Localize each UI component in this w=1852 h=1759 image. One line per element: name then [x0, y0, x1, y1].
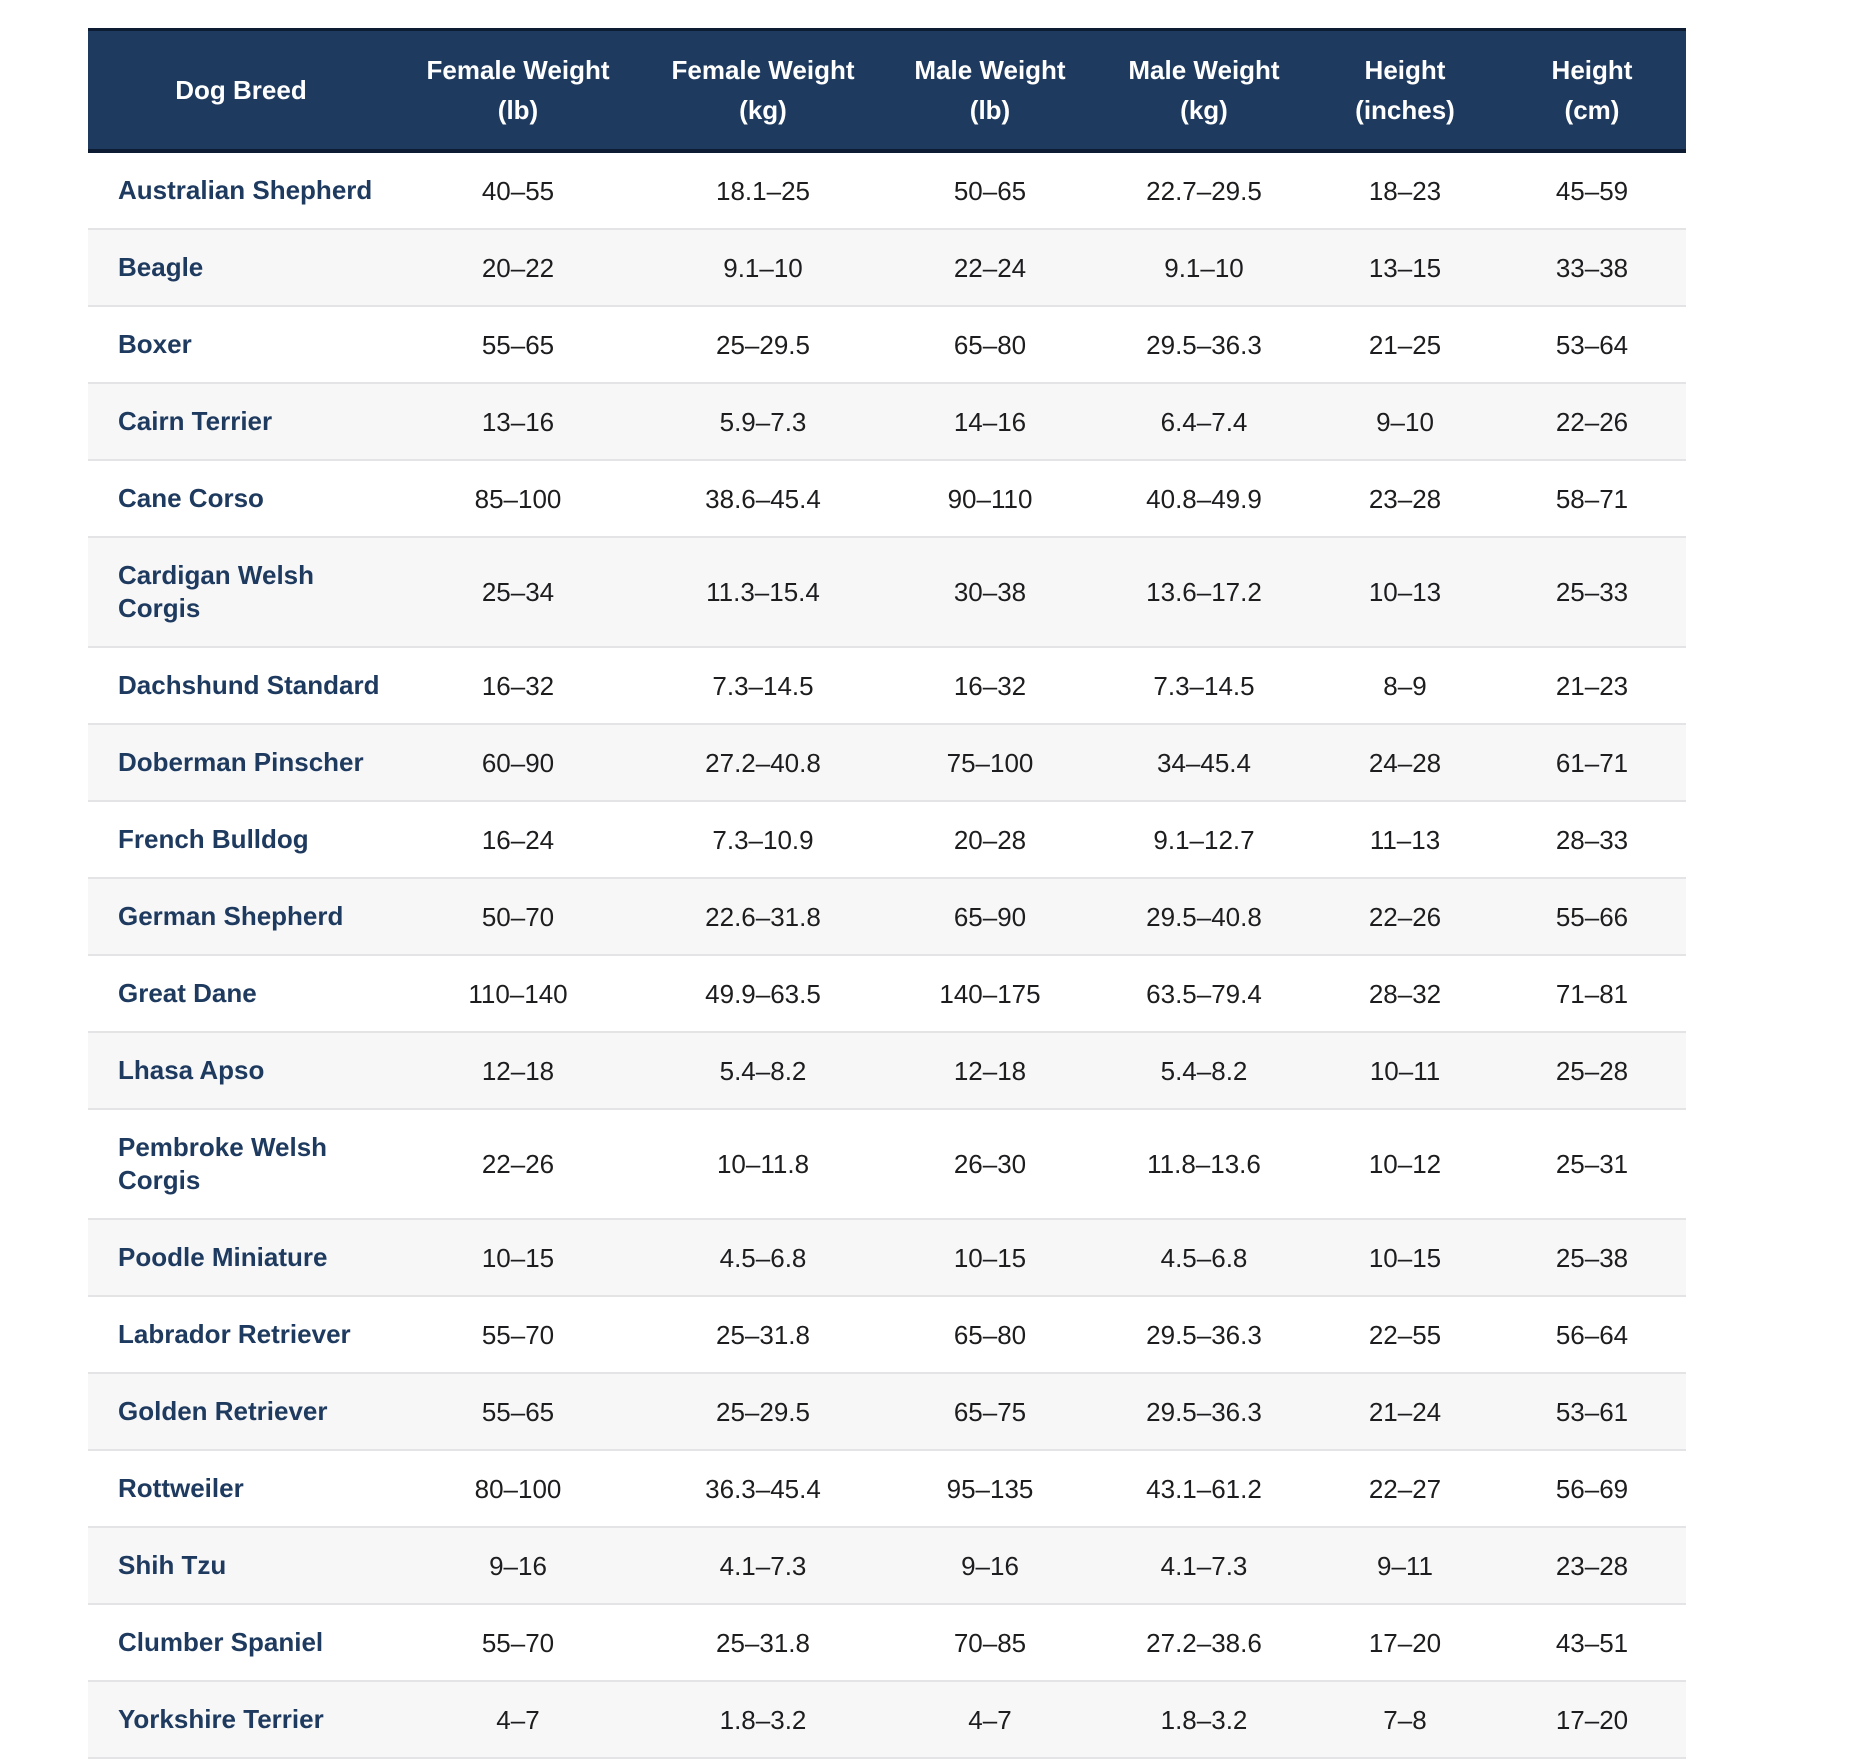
table-row	[88, 460, 1686, 537]
value-cell: 50–70	[394, 878, 642, 955]
value-cell: 85–100	[394, 460, 642, 537]
table-body	[88, 151, 1686, 1758]
value-cell: 56–69	[1498, 1450, 1686, 1527]
value-cell: 30–38	[884, 537, 1096, 647]
value-cell: 10–11	[1312, 1032, 1498, 1109]
value-cell: 25–31.8	[642, 1296, 884, 1373]
value-cell: 43.1–61.2	[1096, 1450, 1312, 1527]
value-cell: 36.3–45.4	[642, 1450, 884, 1527]
breed-name: Great Dane	[118, 978, 257, 1008]
value-cell: 10–15	[884, 1219, 1096, 1296]
value-cell: 9.1–10	[1096, 229, 1312, 306]
value-cell: 34–45.4	[1096, 724, 1312, 801]
value-cell: 9.1–12.7	[1096, 801, 1312, 878]
value-cell: 27.2–38.6	[1096, 1604, 1312, 1681]
value-cell: 4–7	[884, 1681, 1096, 1758]
value-cell: 53–61	[1498, 1373, 1686, 1450]
value-cell: 55–66	[1498, 878, 1686, 955]
breed-name: Dachshund Standard	[118, 670, 380, 700]
value-cell: 60–90	[394, 724, 642, 801]
value-cell: 7.3–14.5	[642, 647, 884, 724]
breed-name: Cairn Terrier	[118, 406, 273, 436]
breed-cell	[88, 383, 394, 460]
value-cell: 16–32	[884, 647, 1096, 724]
header-row	[88, 30, 1686, 152]
value-cell: 20–22	[394, 229, 642, 306]
column-header-line2: (kg)	[739, 95, 787, 125]
breed-cell	[88, 537, 394, 647]
value-cell: 17–20	[1498, 1681, 1686, 1758]
column-header-line2: (kg)	[1180, 95, 1228, 125]
value-cell: 10–13	[1312, 537, 1498, 647]
column-header	[884, 30, 1096, 152]
value-cell: 13.6–17.2	[1096, 537, 1312, 647]
column-header	[1312, 30, 1498, 152]
table-row	[88, 1450, 1686, 1527]
value-cell: 22–27	[1312, 1450, 1498, 1527]
value-cell: 21–23	[1498, 647, 1686, 724]
breed-name: Poodle Miniature	[118, 1242, 328, 1272]
value-cell: 45–59	[1498, 151, 1686, 229]
value-cell: 12–18	[884, 1032, 1096, 1109]
breed-cell	[88, 1296, 394, 1373]
value-cell: 25–34	[394, 537, 642, 647]
value-cell: 27.2–40.8	[642, 724, 884, 801]
table-row	[88, 647, 1686, 724]
column-header-line1: Female Weight	[671, 55, 855, 85]
value-cell: 5.4–8.2	[642, 1032, 884, 1109]
table-row	[88, 724, 1686, 801]
value-cell: 16–32	[394, 647, 642, 724]
value-cell: 80–100	[394, 1450, 642, 1527]
value-cell: 65–90	[884, 878, 1096, 955]
value-cell: 6.4–7.4	[1096, 383, 1312, 460]
breed-cell	[88, 801, 394, 878]
value-cell: 10–12	[1312, 1109, 1498, 1219]
value-cell: 25–38	[1498, 1219, 1686, 1296]
value-cell: 13–15	[1312, 229, 1498, 306]
value-cell: 38.6–45.4	[642, 460, 884, 537]
value-cell: 110–140	[394, 955, 642, 1032]
value-cell: 14–16	[884, 383, 1096, 460]
value-cell: 4.1–7.3	[642, 1527, 884, 1604]
value-cell: 29.5–36.3	[1096, 1373, 1312, 1450]
value-cell: 25–33	[1498, 537, 1686, 647]
breed-name: Shih Tzu	[118, 1550, 227, 1580]
breed-cell	[88, 878, 394, 955]
table-row	[88, 1296, 1686, 1373]
dog-size-table	[88, 28, 1686, 1759]
value-cell: 9–16	[884, 1527, 1096, 1604]
value-cell: 22–24	[884, 229, 1096, 306]
value-cell: 10–15	[1312, 1219, 1498, 1296]
value-cell: 75–100	[884, 724, 1096, 801]
breed-cell	[88, 1450, 394, 1527]
value-cell: 28–32	[1312, 955, 1498, 1032]
value-cell: 40.8–49.9	[1096, 460, 1312, 537]
column-header-line1: Female Weight	[426, 55, 610, 85]
table-row	[88, 1219, 1686, 1296]
value-cell: 9–10	[1312, 383, 1498, 460]
table-row	[88, 1373, 1686, 1450]
breed-cell	[88, 1604, 394, 1681]
table-row	[88, 229, 1686, 306]
breed-cell	[88, 724, 394, 801]
value-cell: 24–28	[1312, 724, 1498, 801]
value-cell: 9.1–10	[642, 229, 884, 306]
table-row	[88, 955, 1686, 1032]
breed-cell	[88, 1219, 394, 1296]
breed-name: Doberman Pinscher	[118, 747, 364, 777]
value-cell: 25–28	[1498, 1032, 1686, 1109]
value-cell: 50–65	[884, 151, 1096, 229]
value-cell: 16–24	[394, 801, 642, 878]
breed-name: Yorkshire Terrier	[118, 1704, 324, 1734]
value-cell: 21–24	[1312, 1373, 1498, 1450]
value-cell: 7.3–14.5	[1096, 647, 1312, 724]
value-cell: 55–65	[394, 306, 642, 383]
value-cell: 22–55	[1312, 1296, 1498, 1373]
value-cell: 95–135	[884, 1450, 1096, 1527]
value-cell: 65–75	[884, 1373, 1096, 1450]
breed-cell	[88, 1109, 394, 1219]
table-row	[88, 801, 1686, 878]
value-cell: 90–110	[884, 460, 1096, 537]
column-header-line1: Male Weight	[914, 55, 1066, 85]
value-cell: 4.5–6.8	[642, 1219, 884, 1296]
column-header	[394, 30, 642, 152]
value-cell: 25–29.5	[642, 306, 884, 383]
value-cell: 56–64	[1498, 1296, 1686, 1373]
value-cell: 26–30	[884, 1109, 1096, 1219]
table-row	[88, 1681, 1686, 1758]
breed-cell	[88, 647, 394, 724]
column-header-line2: (lb)	[497, 95, 539, 125]
value-cell: 33–38	[1498, 229, 1686, 306]
value-cell: 53–64	[1498, 306, 1686, 383]
value-cell: 71–81	[1498, 955, 1686, 1032]
value-cell: 18.1–25	[642, 151, 884, 229]
table-row	[88, 537, 1686, 647]
breed-name: Labrador Retriever	[118, 1319, 351, 1349]
breed-name: Australian Shepherd	[118, 175, 373, 205]
breed-cell	[88, 460, 394, 537]
table-row	[88, 306, 1686, 383]
value-cell: 11.8–13.6	[1096, 1109, 1312, 1219]
value-cell: 29.5–36.3	[1096, 1296, 1312, 1373]
value-cell: 22–26	[1498, 383, 1686, 460]
value-cell: 18–23	[1312, 151, 1498, 229]
value-cell: 13–16	[394, 383, 642, 460]
value-cell: 7.3–10.9	[642, 801, 884, 878]
column-header	[88, 30, 394, 152]
breed-name: Lhasa Apso	[118, 1055, 265, 1085]
breed-cell	[88, 151, 394, 229]
column-header-line1: Dog Breed	[175, 75, 307, 105]
value-cell: 1.8–3.2	[1096, 1681, 1312, 1758]
value-cell: 55–70	[394, 1604, 642, 1681]
value-cell: 10–11.8	[642, 1109, 884, 1219]
column-header-line2: (inches)	[1355, 95, 1455, 125]
value-cell: 4.5–6.8	[1096, 1219, 1312, 1296]
value-cell: 22.6–31.8	[642, 878, 884, 955]
value-cell: 11.3–15.4	[642, 537, 884, 647]
value-cell: 17–20	[1312, 1604, 1498, 1681]
value-cell: 22–26	[394, 1109, 642, 1219]
breed-name: Cardigan Welsh Corgis	[118, 560, 315, 623]
value-cell: 25–29.5	[642, 1373, 884, 1450]
column-header-line1: Height	[1364, 55, 1446, 85]
breed-cell	[88, 306, 394, 383]
table-header	[88, 30, 1686, 152]
value-cell: 140–175	[884, 955, 1096, 1032]
value-cell: 55–65	[394, 1373, 642, 1450]
value-cell: 4–7	[394, 1681, 642, 1758]
breed-name: Clumber Spaniel	[118, 1627, 324, 1657]
value-cell: 43–51	[1498, 1604, 1686, 1681]
value-cell: 20–28	[884, 801, 1096, 878]
table-row	[88, 1032, 1686, 1109]
value-cell: 5.4–8.2	[1096, 1032, 1312, 1109]
value-cell: 5.9–7.3	[642, 383, 884, 460]
table-row	[88, 151, 1686, 229]
breed-name: Boxer	[118, 329, 192, 359]
value-cell: 65–80	[884, 306, 1096, 383]
value-cell: 40–55	[394, 151, 642, 229]
breed-name: Rottweiler	[118, 1473, 244, 1503]
value-cell: 61–71	[1498, 724, 1686, 801]
breed-cell	[88, 1032, 394, 1109]
value-cell: 10–15	[394, 1219, 642, 1296]
value-cell: 11–13	[1312, 801, 1498, 878]
table-row	[88, 383, 1686, 460]
value-cell: 63.5–79.4	[1096, 955, 1312, 1032]
value-cell: 8–9	[1312, 647, 1498, 724]
table-row	[88, 1604, 1686, 1681]
value-cell: 70–85	[884, 1604, 1096, 1681]
value-cell: 22.7–29.5	[1096, 151, 1312, 229]
value-cell: 28–33	[1498, 801, 1686, 878]
breed-name: Beagle	[118, 252, 204, 282]
breed-name: French Bulldog	[118, 824, 309, 854]
value-cell: 4.1–7.3	[1096, 1527, 1312, 1604]
value-cell: 58–71	[1498, 460, 1686, 537]
value-cell: 29.5–40.8	[1096, 878, 1312, 955]
table-row	[88, 878, 1686, 955]
column-header	[1096, 30, 1312, 152]
value-cell: 21–25	[1312, 306, 1498, 383]
value-cell: 25–31.8	[642, 1604, 884, 1681]
breed-cell	[88, 1373, 394, 1450]
value-cell: 49.9–63.5	[642, 955, 884, 1032]
table-row	[88, 1109, 1686, 1219]
value-cell: 23–28	[1312, 460, 1498, 537]
value-cell: 1.8–3.2	[642, 1681, 884, 1758]
value-cell: 55–70	[394, 1296, 642, 1373]
breed-cell	[88, 229, 394, 306]
value-cell: 23–28	[1498, 1527, 1686, 1604]
column-header	[642, 30, 884, 152]
value-cell: 7–8	[1312, 1681, 1498, 1758]
breed-cell	[88, 955, 394, 1032]
breed-name: German Shepherd	[118, 901, 344, 931]
breed-name: Pembroke Welsh Corgis	[118, 1132, 328, 1195]
column-header-line1: Male Weight	[1128, 55, 1280, 85]
value-cell: 65–80	[884, 1296, 1096, 1373]
column-header-line2: (lb)	[969, 95, 1011, 125]
value-cell: 29.5–36.3	[1096, 306, 1312, 383]
breed-name: Golden Retriever	[118, 1396, 328, 1426]
value-cell: 25–31	[1498, 1109, 1686, 1219]
breed-cell	[88, 1681, 394, 1758]
breed-name: Cane Corso	[118, 483, 264, 513]
table-row	[88, 1527, 1686, 1604]
value-cell: 9–16	[394, 1527, 642, 1604]
value-cell: 22–26	[1312, 878, 1498, 955]
column-header	[1498, 30, 1686, 152]
value-cell: 9–11	[1312, 1527, 1498, 1604]
column-header-line1: Height	[1551, 55, 1633, 85]
breed-cell	[88, 1527, 394, 1604]
column-header-line2: (cm)	[1564, 95, 1620, 125]
value-cell: 12–18	[394, 1032, 642, 1109]
